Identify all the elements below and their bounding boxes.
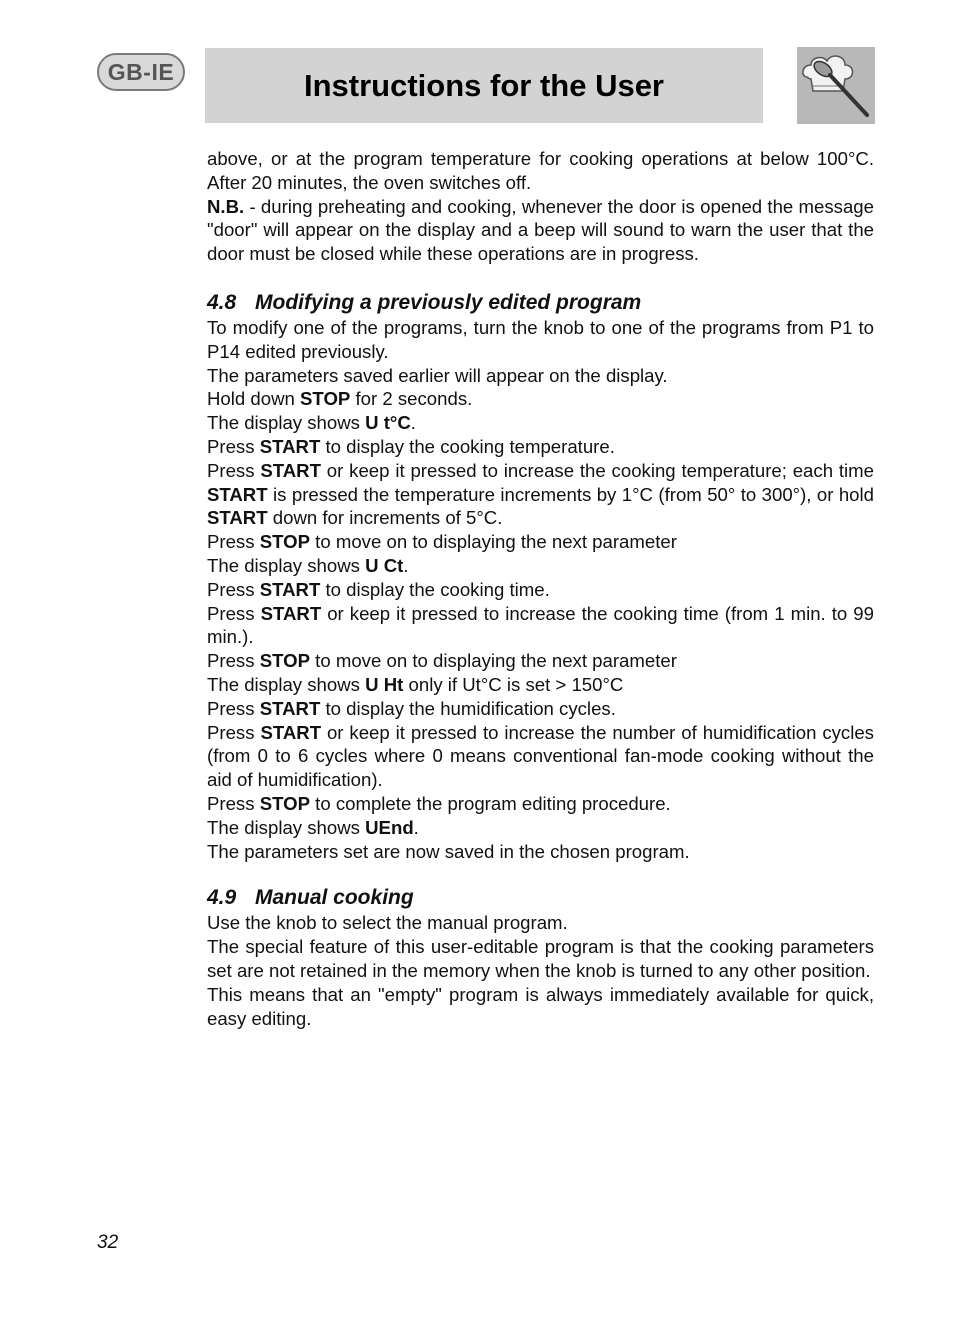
section-4-8-line: The parameters saved earlier will appear on the display. <box>207 364 668 386</box>
section-4-8-line: Hold down STOP for 2 seconds. <box>207 388 473 410</box>
section-heading-4-9 <box>207 885 874 911</box>
section-4-8-line: Press START or keep it pressed to increase the cooking temperature; each time START is pressed the temperature increments by 1°C (from 50° to 300°), or hold START down for increments of 5°C. <box>207 459 874 529</box>
section-4-8-line: Press STOP to move on to displaying the next parameter <box>207 531 677 553</box>
section-4-8-line: The display shows U Ht only if Ut°C is set > 150°C <box>207 673 624 695</box>
section-4-9-line: The special feature of this user-editable program is that the cooking parameters set are not retained in the memory when the knob is turned to any other position. <box>207 936 874 981</box>
section-title: Modifying a previously edited program <box>255 290 642 314</box>
section-4-8-line: The display shows U Ct. <box>207 554 409 576</box>
section-4-8-line: To modify one of the programs, turn the knob to one of the programs from P1 to P14 edited previously. <box>207 316 874 362</box>
section-4-8-line: Press STOP to move on to displaying the next parameter <box>207 650 677 672</box>
section-number: 4.9 <box>207 886 237 910</box>
section-4-8-line: Press START to display the humidification cycles. <box>207 697 616 719</box>
language-badge-label: GB-IE <box>107 58 175 85</box>
section-4-8-line: The parameters set are now saved in the chosen program. <box>207 840 690 862</box>
intro-paragraph: above, or at the program temperature for cooking operations at below 100°C. After 20 minutes, the oven switches off. <box>207 148 874 193</box>
language-badge <box>97 53 185 91</box>
section-4-8-line: Press START to display the cooking temperature. <box>207 435 615 457</box>
section-4-8-line: The display shows U t°C. <box>207 412 416 434</box>
section-number: 4.8 <box>207 290 237 314</box>
nb-label: N.B. <box>207 195 245 217</box>
section-4-9-line: This means that an "empty" program is always immediately available for quick, easy editing. <box>207 983 874 1029</box>
page-number: 32 <box>97 1232 119 1253</box>
section-4-8-line: Press START or keep it pressed to increase the number of humidification cycles (from 0 to 6 cycles where 0 means conventional fan-mode cooking without the aid of humidification). <box>207 721 874 791</box>
page-content <box>207 147 874 1030</box>
section-title: Manual cooking <box>255 886 414 910</box>
page-header <box>205 48 763 123</box>
section-4-8-line: Press STOP to complete the program editing procedure. <box>207 792 671 814</box>
section-4-8-line: Press START to display the cooking time. <box>207 578 550 600</box>
nb-paragraph <box>207 195 874 266</box>
nb-text: - during preheating and cooking, whenever the door is opened the message "door" will appear on the display and a beep will sound to warn the user that the door must be closed while these operations are in progress. <box>207 195 874 265</box>
chef-spoon-icon <box>797 47 875 124</box>
section-4-9-line: Use the knob to select the manual program. <box>207 912 568 934</box>
section-4-8-line: The display shows UEnd. <box>207 816 419 838</box>
section-4-8-line: Press START or keep it pressed to increase the cooking time (from 1 min. to 99 min.). <box>207 602 874 648</box>
section-heading-4-8 <box>207 290 874 316</box>
page-title: Instructions for the User <box>304 67 664 103</box>
